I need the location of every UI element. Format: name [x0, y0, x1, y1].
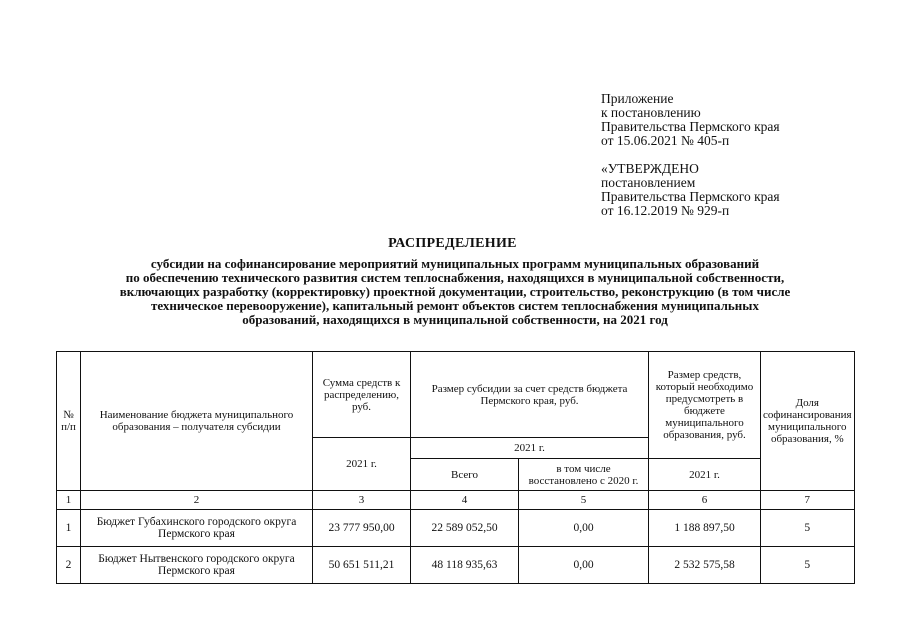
- row-share: 5: [761, 547, 855, 584]
- document-subtitle: [50, 257, 860, 327]
- approval-line: от 16.12.2019 № 929-п: [601, 203, 730, 218]
- header-budget-name: Наименование бюджета муниципального образования – получателя субсидии: [81, 352, 313, 491]
- row-budget-name: Бюджет Губахинского городского округа Пермского края: [81, 510, 313, 547]
- appendix-line: от 15.06.2021 № 405-п: [601, 133, 730, 148]
- subtitle-line: техническое перевооружение), капитальный ремонт объектов систем теплоснабжения муниципальных: [151, 298, 759, 313]
- approval-block: [601, 162, 780, 218]
- row-num: 2: [57, 547, 81, 584]
- subtitle-line: образований, находящихся в муниципальной собственности, на 2021 год: [242, 312, 668, 327]
- row-num: 1: [57, 510, 81, 547]
- row-restored: 0,00: [519, 510, 649, 547]
- subtitle-line: включающих разработку (корректировку) проектной документации, строительство, реконструкцию (в том числе: [119, 284, 791, 299]
- subtitle-line: по обеспечению технического развития систем теплоснабжения, находящихся в муниципальной собственности,: [125, 270, 785, 285]
- approval-line: «УТВЕРЖДЕНО: [601, 161, 699, 176]
- subtitle-line: субсидии на софинансирование мероприятий муниципальных программ муниципальных образований: [150, 256, 760, 271]
- row-total: 22 589 052,50: [411, 510, 519, 547]
- header-total: Всего: [411, 459, 519, 491]
- column-number: 4: [411, 491, 519, 510]
- header-num: № п/п: [57, 352, 81, 491]
- column-number: 1: [57, 491, 81, 510]
- header-municipal-year: 2021 г.: [649, 459, 761, 491]
- column-number: 7: [761, 491, 855, 510]
- header-subsidy-year: 2021 г.: [411, 438, 649, 459]
- row-sum: 50 651 511,21: [313, 547, 411, 584]
- table-row: [57, 510, 855, 547]
- document-title: РАСПРЕДЕЛЕНИЕ: [388, 236, 517, 251]
- column-number: 6: [649, 491, 761, 510]
- row-budget-name: Бюджет Нытвенского городского округа Пермского края: [81, 547, 313, 584]
- approval-line: постановлением: [601, 175, 696, 190]
- header-subsidy: Размер субсидии за счет средств бюджета Пермского края, руб.: [411, 352, 649, 438]
- row-share: 5: [761, 510, 855, 547]
- distribution-table: [56, 351, 855, 584]
- approval-line: Правительства Пермского края: [601, 189, 780, 204]
- header-sum-year: 2021 г.: [313, 438, 411, 491]
- column-number: 5: [519, 491, 649, 510]
- column-number: 3: [313, 491, 411, 510]
- appendix-line: к постановлению: [601, 105, 701, 120]
- column-number-row: [57, 491, 855, 510]
- appendix-block: [601, 92, 780, 148]
- row-restored: 0,00: [519, 547, 649, 584]
- header-restored: в том числе восстановлено с 2020 г.: [519, 459, 649, 491]
- column-number: 2: [81, 491, 313, 510]
- table-row: [57, 547, 855, 584]
- row-total: 48 118 935,63: [411, 547, 519, 584]
- header-share: Доля софинансирования муниципального образования, %: [761, 352, 855, 491]
- row-sum: 23 777 950,00: [313, 510, 411, 547]
- header-municipal: Размер средств, который необходимо предусмотреть в бюджете муниципального образования, руб.: [649, 352, 761, 459]
- row-municipal: 2 532 575,58: [649, 547, 761, 584]
- appendix-line: Приложение: [601, 91, 674, 106]
- appendix-line: Правительства Пермского края: [601, 119, 780, 134]
- header-sum: Сумма средств к распределению, руб.: [313, 352, 411, 438]
- row-municipal: 1 188 897,50: [649, 510, 761, 547]
